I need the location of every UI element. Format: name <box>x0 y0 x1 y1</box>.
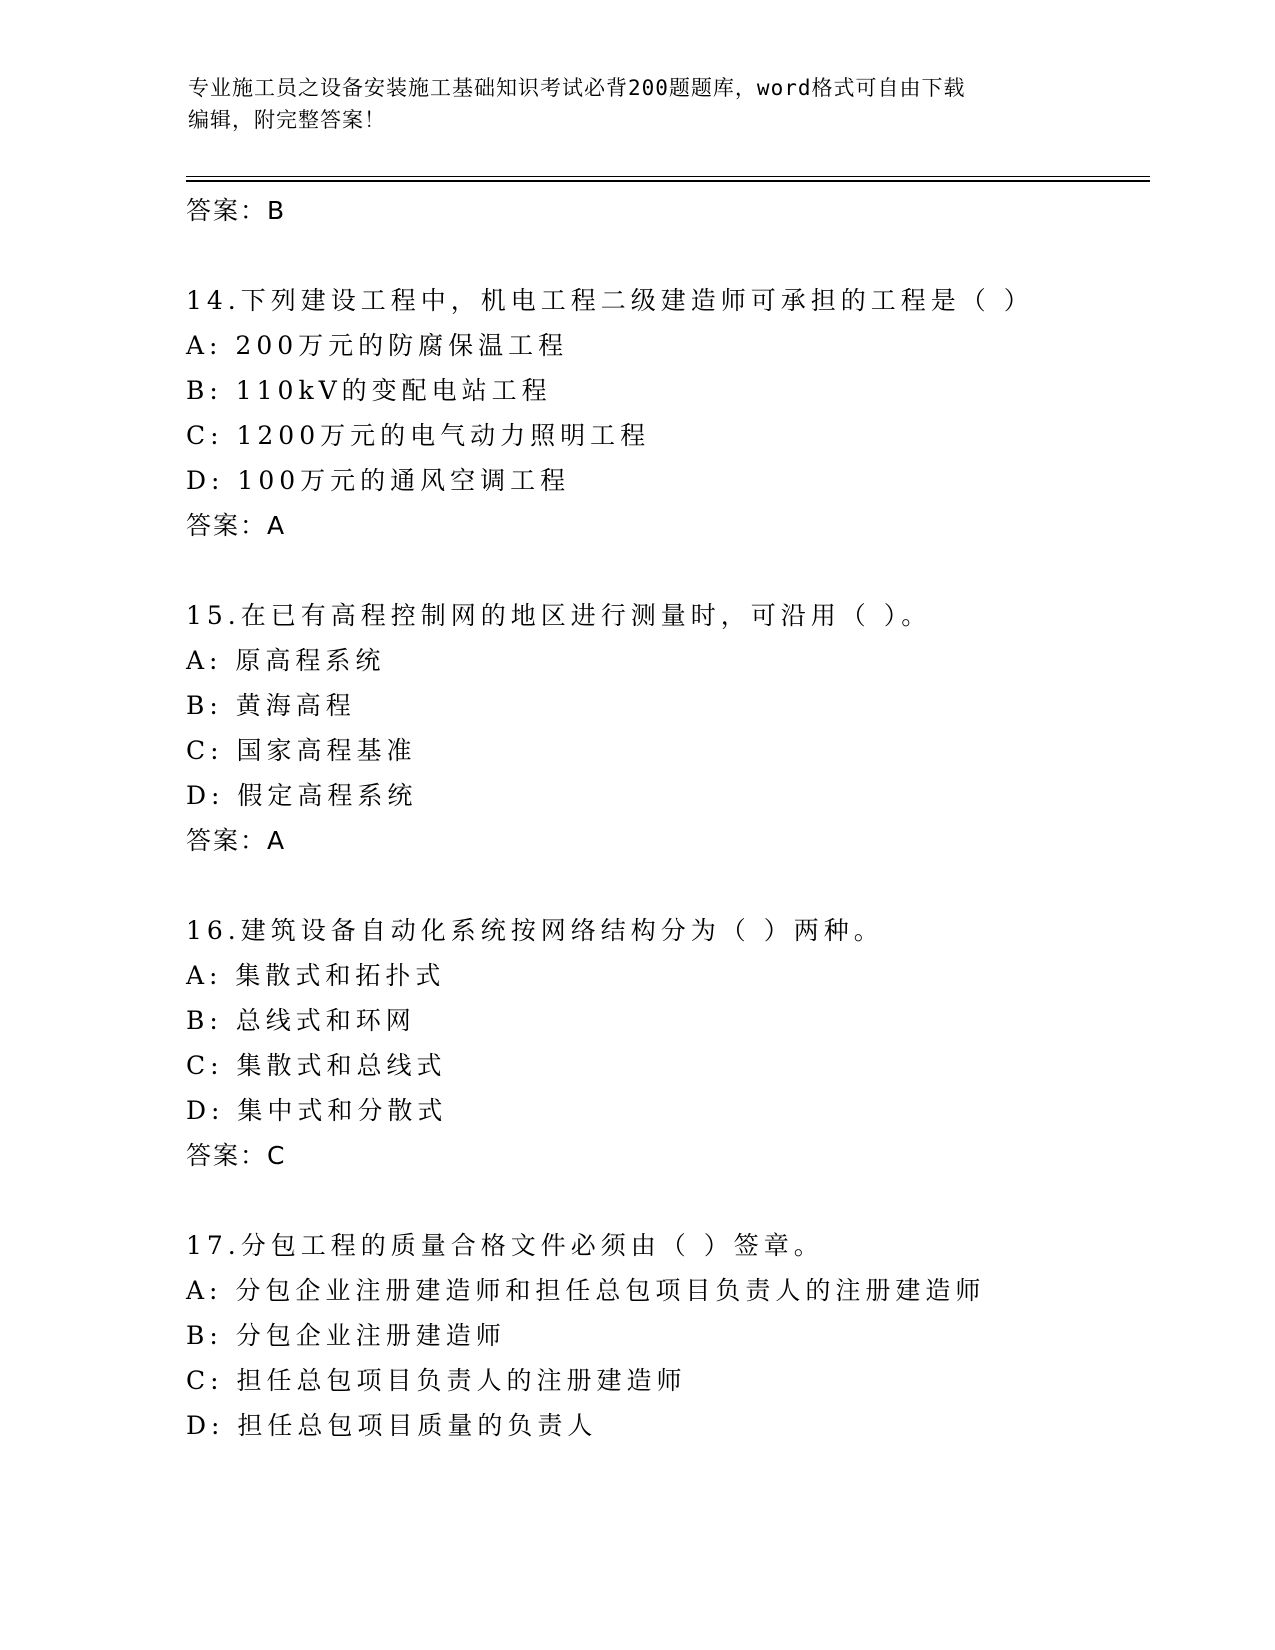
question-block-14 <box>186 278 1146 548</box>
option-b: B: 分包企业注册建造师 <box>186 1321 506 1350</box>
option-a: A: 200万元的防腐保温工程 <box>186 331 569 360</box>
option-c: C: 1200万元的电气动力照明工程 <box>186 421 651 450</box>
option-d: D: 集中式和分散式 <box>186 1096 448 1125</box>
question-block-17 <box>186 1223 1146 1448</box>
header-divider <box>186 176 1150 177</box>
option-d: D: 担任总包项目质量的负责人 <box>186 1411 598 1440</box>
question-text: 14.下列建设工程中，机电工程二级建造师可承担的工程是（ ） <box>186 286 1034 315</box>
question-text: 15.在已有高程控制网的地区进行测量时，可沿用（ ）。 <box>186 601 932 630</box>
option-b: B: 黄海高程 <box>186 691 356 720</box>
question-text: 17.分包工程的质量合格文件必须由（ ）签章。 <box>186 1231 824 1260</box>
option-b: B: 总线式和环网 <box>186 1006 416 1035</box>
page-header <box>188 72 1068 136</box>
option-a: A: 集散式和拓扑式 <box>186 961 446 990</box>
option-d: D: 100万元的通风空调工程 <box>186 466 571 495</box>
option-c: C: 国家高程基准 <box>186 736 417 765</box>
option-b: B: 110kV的变配电站工程 <box>186 376 552 405</box>
question-block-16 <box>186 908 1146 1178</box>
question-block-15 <box>186 593 1146 863</box>
previous-answer: 答案：B <box>186 196 287 225</box>
option-a: A: 分包企业注册建造师和担任总包项目负责人的注册建造师 <box>186 1276 986 1305</box>
answer-line: 答案：A <box>186 826 287 855</box>
header-divider-thick <box>186 180 1150 182</box>
answer-line: 答案：C <box>186 1141 287 1170</box>
question-list <box>186 188 1146 1448</box>
option-a: A: 原高程系统 <box>186 646 386 675</box>
option-d: D: 假定高程系统 <box>186 781 418 810</box>
option-c: C: 集散式和总线式 <box>186 1051 447 1080</box>
header-line-2: 编辑，附完整答案！ <box>188 108 386 132</box>
header-line-1: 专业施工员之设备安装施工基础知识考试必背200题题库，word格式可自由下载 <box>188 76 966 100</box>
answer-line: 答案：A <box>186 511 287 540</box>
option-c: C: 担任总包项目负责人的注册建造师 <box>186 1366 687 1395</box>
question-text: 16.建筑设备自动化系统按网络结构分为（ ）两种。 <box>186 916 884 945</box>
